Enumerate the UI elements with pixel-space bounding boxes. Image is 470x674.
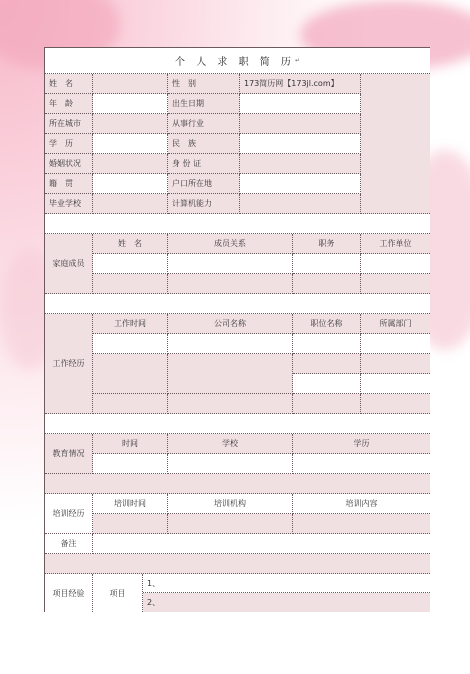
table-cell[interactable]	[293, 334, 361, 354]
spacer-row	[45, 414, 430, 434]
education-header-degree: 学历	[293, 434, 430, 454]
birth-value[interactable]	[240, 94, 361, 114]
remarks-value[interactable]	[93, 534, 430, 554]
spacer-row	[45, 294, 430, 314]
education-header-school: 学校	[168, 434, 293, 454]
table-cell[interactable]	[168, 454, 293, 474]
project-item-1[interactable]: 1、	[143, 574, 430, 593]
table-cell[interactable]	[293, 374, 361, 394]
school-value[interactable]	[93, 194, 168, 214]
spacer-row	[45, 554, 430, 574]
table-cell[interactable]	[361, 354, 430, 374]
table-cell[interactable]	[293, 274, 361, 294]
origin-value[interactable]	[93, 174, 168, 194]
table-cell[interactable]	[168, 514, 293, 534]
work-header-time: 工作时间	[93, 314, 168, 334]
industry-value[interactable]	[240, 114, 361, 134]
table-cell[interactable]	[168, 254, 293, 274]
spacer-row	[45, 474, 430, 494]
table-cell[interactable]	[361, 334, 430, 354]
photo-area[interactable]	[361, 74, 430, 214]
table-cell[interactable]	[93, 354, 168, 394]
education-label: 学 历	[45, 134, 93, 154]
training-header-institution: 培训机构	[168, 494, 293, 514]
table-cell[interactable]	[168, 274, 293, 294]
table-cell[interactable]	[93, 514, 168, 534]
family-header-employer: 工作单位	[361, 234, 430, 254]
school-label: 毕业学校	[45, 194, 93, 214]
hukou-label: 户口所在地	[168, 174, 240, 194]
birth-label: 出生日期	[168, 94, 240, 114]
paragraph-mark: ↵	[294, 57, 300, 64]
age-label: 年 龄	[45, 94, 93, 114]
table-cell[interactable]	[168, 394, 293, 414]
gender-label: 性 别	[168, 74, 240, 94]
table-cell[interactable]	[168, 354, 293, 394]
id-value[interactable]	[240, 154, 361, 174]
table-cell[interactable]	[361, 374, 430, 394]
family-section-label: 家庭成员	[45, 234, 93, 294]
project-section-label: 项目经验	[45, 574, 93, 612]
work-section-label: 工作经历	[45, 314, 93, 414]
marital-value[interactable]	[93, 154, 168, 174]
family-header-relation: 成员关系	[168, 234, 293, 254]
table-cell[interactable]	[293, 454, 430, 474]
table-cell[interactable]	[93, 334, 168, 354]
education-value[interactable]	[93, 134, 168, 154]
table-cell[interactable]	[293, 354, 361, 374]
education-header-time: 时间	[93, 434, 168, 454]
table-cell[interactable]	[93, 394, 168, 414]
remarks-label: 备注	[45, 534, 93, 554]
ethnic-value[interactable]	[240, 134, 361, 154]
name-value[interactable]	[93, 74, 168, 94]
computer-label: 计算机能力	[168, 194, 240, 214]
table-cell[interactable]	[361, 274, 430, 294]
computer-value[interactable]	[240, 194, 361, 214]
city-label: 所在城市	[45, 114, 93, 134]
table-cell[interactable]	[361, 254, 430, 274]
origin-label: 籍 贯	[45, 174, 93, 194]
age-value[interactable]	[93, 94, 168, 114]
family-header-position: 职务	[293, 234, 361, 254]
resume-title	[45, 48, 430, 74]
table-cell[interactable]	[293, 254, 361, 274]
spacer-row	[45, 214, 430, 234]
name-label: 姓 名	[45, 74, 93, 94]
table-cell[interactable]	[93, 274, 168, 294]
gender-value[interactable]: 173简历网【173jl.com】	[240, 74, 361, 94]
resume-sheet	[44, 47, 430, 612]
industry-label: 从事行业	[168, 114, 240, 134]
project-item-2[interactable]: 2、	[143, 593, 430, 612]
project-sub-label: 项目	[93, 574, 143, 612]
training-header-content: 培训内容	[293, 494, 430, 514]
work-header-position: 职位名称	[293, 314, 361, 334]
table-cell[interactable]	[293, 394, 361, 414]
table-cell[interactable]	[168, 334, 293, 354]
work-header-department: 所属部门	[361, 314, 430, 334]
ethnic-label: 民 族	[168, 134, 240, 154]
hukou-value[interactable]	[240, 174, 361, 194]
marital-label: 婚姻状况	[45, 154, 93, 174]
training-section-label: 培训经历	[45, 494, 93, 534]
education-section-label: 教育情况	[45, 434, 93, 474]
work-header-company: 公司名称	[168, 314, 293, 334]
table-cell[interactable]	[361, 394, 430, 414]
table-cell[interactable]	[93, 454, 168, 474]
table-cell[interactable]	[93, 254, 168, 274]
id-label: 身 份 证	[168, 154, 240, 174]
family-header-name: 姓 名	[93, 234, 168, 254]
title-text: 个 人 求 职 简 历	[175, 57, 295, 68]
table-cell[interactable]	[293, 514, 430, 534]
city-value[interactable]	[93, 114, 168, 134]
training-header-time: 培训时间	[93, 494, 168, 514]
